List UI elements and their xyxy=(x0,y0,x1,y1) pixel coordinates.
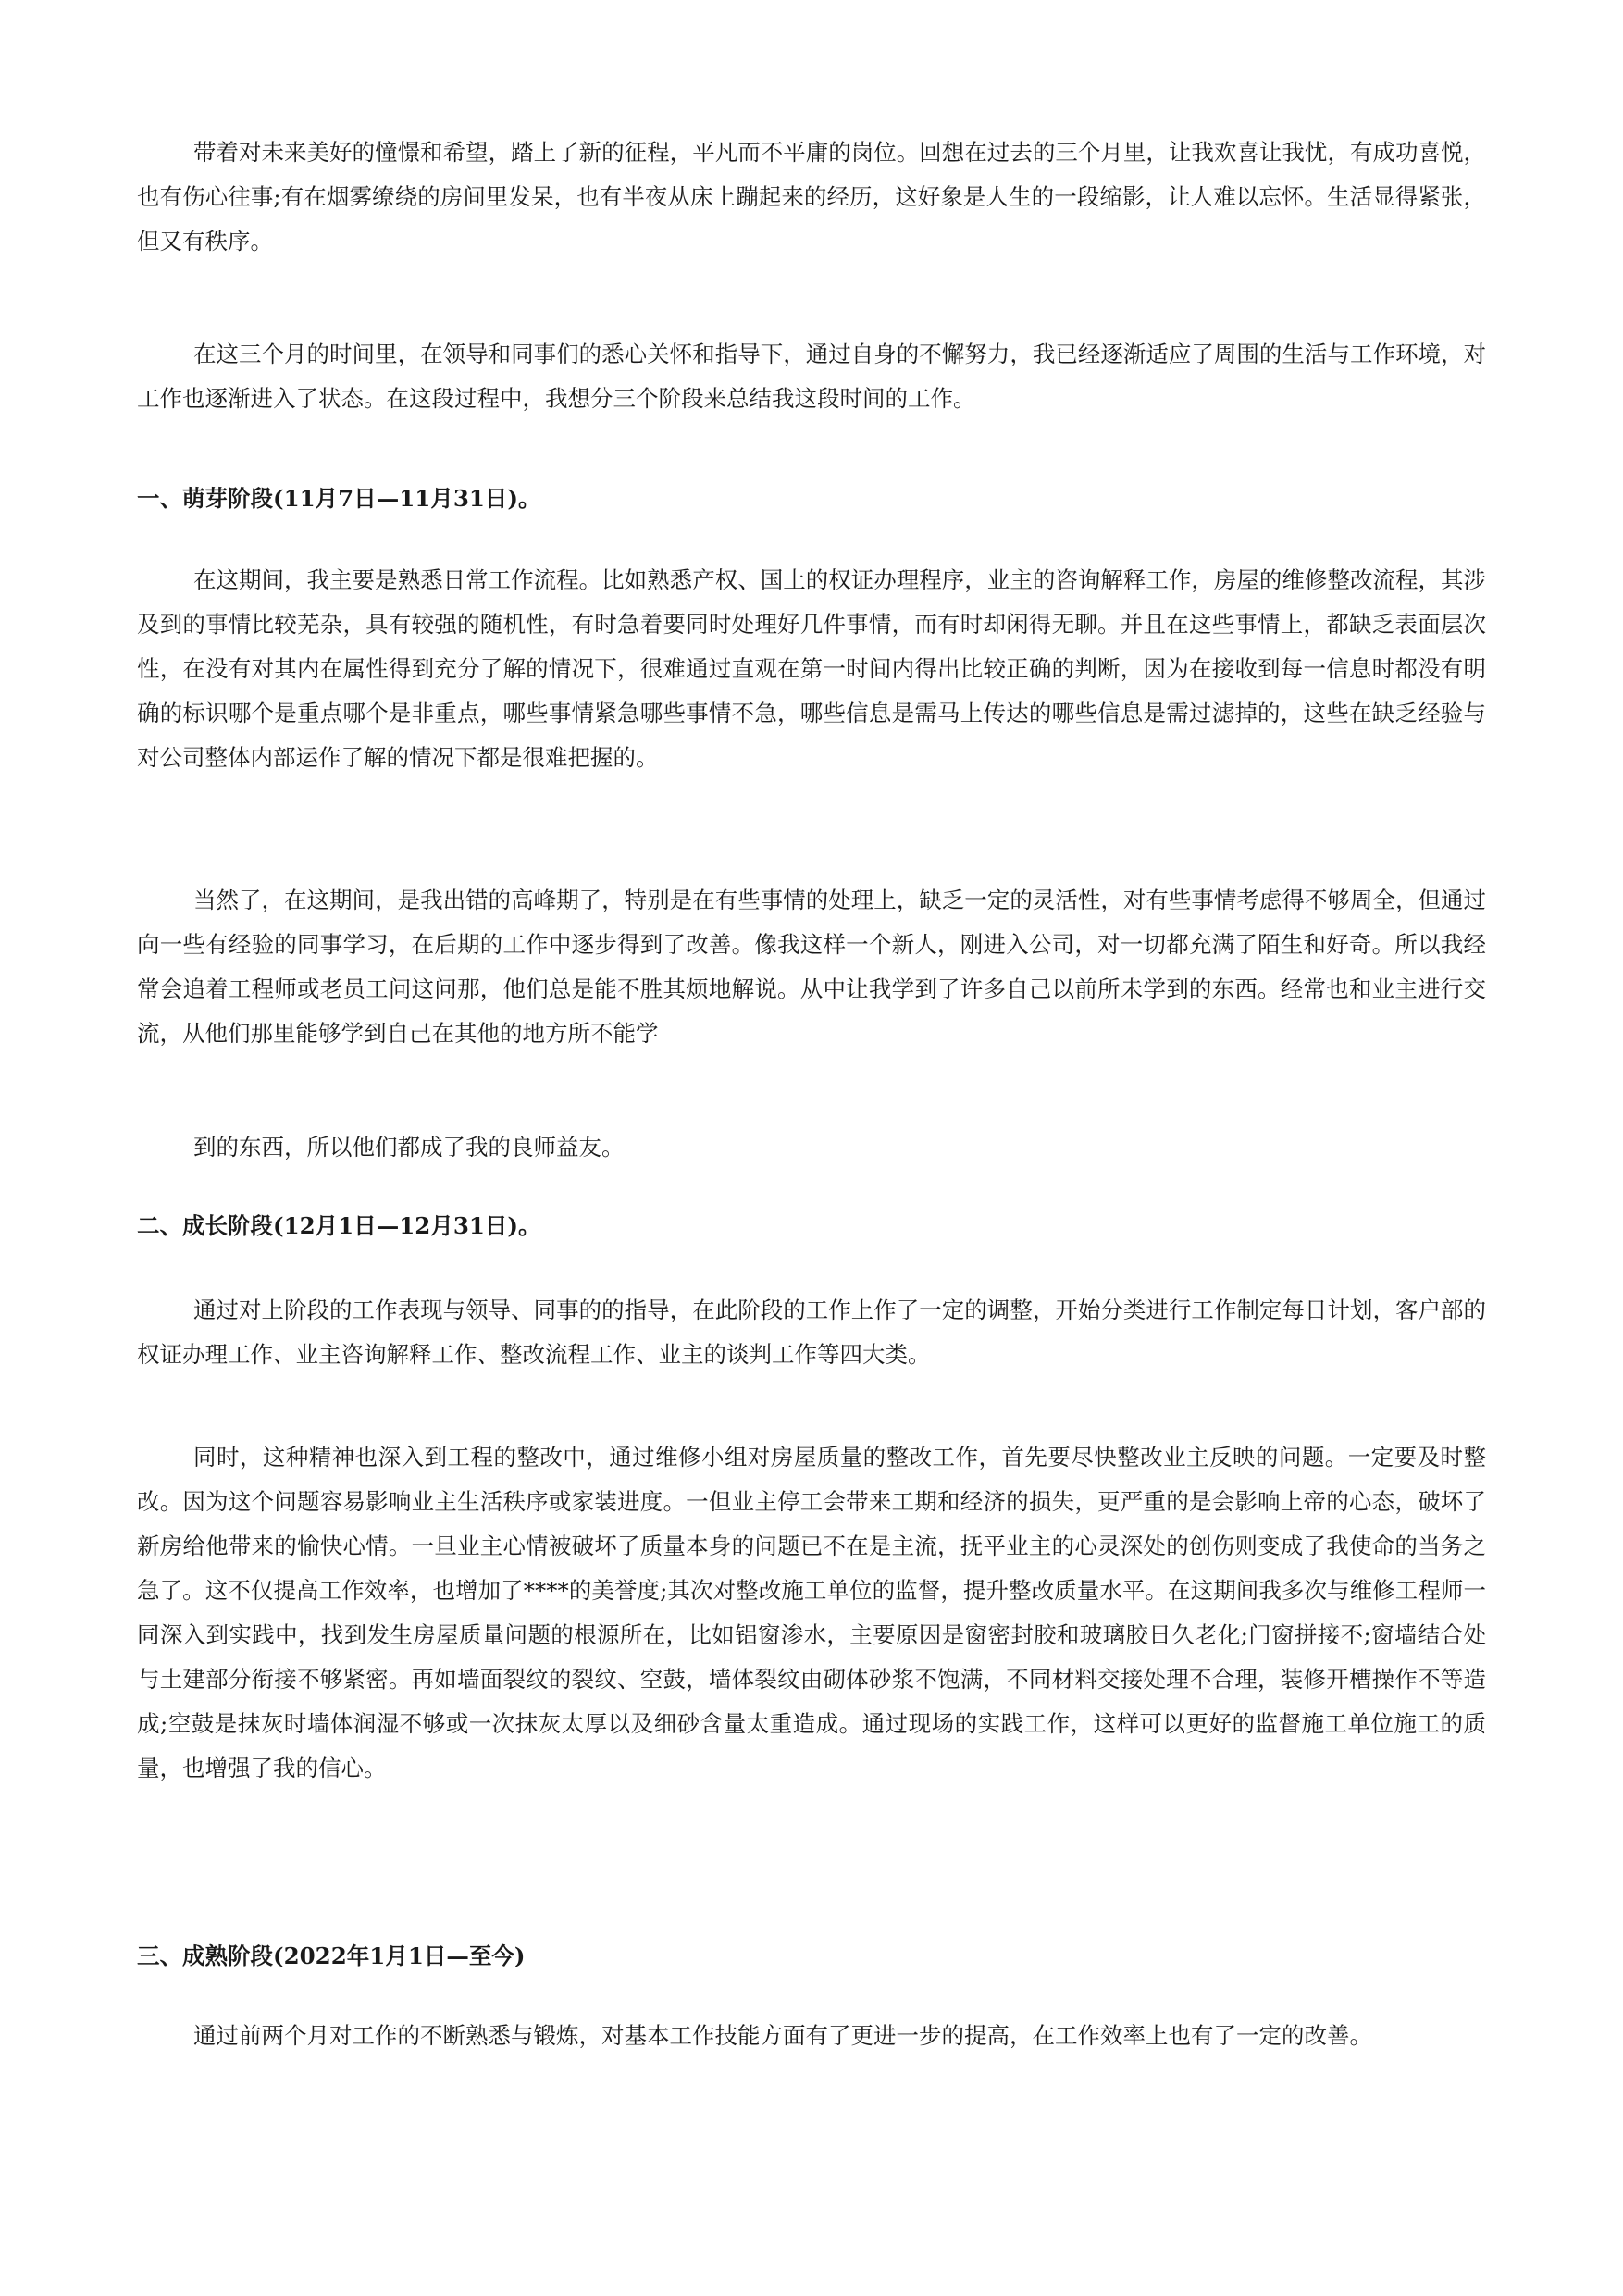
section-2-paragraph-2: 同时，这种精神也深入到工程的整改中，通过维修小组对房屋质量的整改工作，首先要尽快整改业主反映的问题。一定要及时整改。因为这个问题容易影响业主生活秩序或家装进度。一但业主停工会带来工期和经济的损失，更严重的是会影响上帝的心态，破坏了新房给他带来的愉快心情。一旦业主心情被破坏了质量本身的问题已不在是主流，抚平业主的心灵深处的创伤则变成了我使命的当务之急了。这不仅提高工作效率，也增加了****的美誉度;其次对整改施工单位的监督，提升整改质量水平。在这期间我多次与维修工程师一同深入到实践中，找到发生房屋质量问题的根源所在，比如铝窗渗水，主要原因是窗密封胶和玻璃胶日久老化;门窗拼接不;窗墙结合处与土建部分衔接不够紧密。再如墙面裂纹的裂纹、空鼓，墙体裂纹由砌体砂浆不饱满，不同材料交接处理不合理，装修开槽操作不等造成;空鼓是抹灰时墙体润湿不够或一次抹灰太厚以及细砂含量太重造成。通过现场的实践工作，这样可以更好的监督施工单位施工的质量，也增强了我的信心。 xyxy=(137,1444,1486,1781)
intro-paragraph-2: 在这三个月的时间里，在领导和同事们的悉心关怀和指导下，通过自身的不懈努力，我已经逐渐适应了周围的生活与工作环境，对工作也逐渐进入了状态。在这段过程中，我想分三个阶段来总结我这段时间的工作。 xyxy=(137,341,1486,412)
section-1-paragraph-1: 在这期间，我主要是熟悉日常工作流程。比如熟悉产权、国土的权证办理程序，业主的咨询解释工作，房屋的维修整改流程，其涉及到的事情比较芜杂，具有较强的随机性，有时急着要同时处理好几件事情，而有时却闲得无聊。并且在这些事情上，都缺乏表面层次性，在没有对其内在属性得到充分了解的情况下，很难通过直观在第一时间内得出比较正确的判断，因为在接收到每一信息时都没有明确的标识哪个是重点哪个是非重点，哪些事情紧急哪些事情不急，哪些信息是需马上传达的哪些信息是需过滤掉的，这些在缺乏经验与对公司整体内部运作了解的情况下都是很难把握的。 xyxy=(137,566,1486,771)
intro-paragraph-1: 带着对未来美好的憧憬和希望，踏上了新的征程，平凡而不平庸的岗位。回想在过去的三个月里，让我欢喜让我忧，有成功喜悦，也有伤心往事;有在烟雾缭绕的房间里发呆，也有半夜从床上蹦起来的经历，这好象是人生的一段缩影，让人难以忘怀。生活显得紧张，但又有秩序。 xyxy=(137,139,1486,254)
section-heading-2: 二、成长阶段(12月1日—12月31日)。 xyxy=(137,1212,541,1239)
section-3-paragraph-1: 通过前两个月对工作的不断熟悉与锻炼，对基本工作技能方面有了更进一步的提高，在工作效率上也有了一定的改善。 xyxy=(193,2022,1372,2049)
section-2-paragraph-1: 通过对上阶段的工作表现与领导、同事的的指导，在此阶段的工作上作了一定的调整，开始分类进行工作制定每日计划，客户部的权证办理工作、业主咨询解释工作、整改流程工作、业主的谈判工作等四大类。 xyxy=(137,1297,1486,1368)
section-1-paragraph-2: 当然了，在这期间，是我出错的高峰期了，特别是在有些事情的处理上，缺乏一定的灵活性，对有些事情考虑得不够周全，但通过向一些有经验的同事学习，在后期的工作中逐步得到了改善。像我这样一个新人，刚进入公司，对一切都充满了陌生和好奇。所以我经常会追着工程师或老员工问这问那，他们总是能不胜其烦地解说。从中让我学到了许多自己以前所未学到的东西。经常也和业主进行交流，从他们那里能够学到自己在其他的地方所不能学 xyxy=(137,887,1486,1047)
section-1-paragraph-3: 到的东西，所以他们都成了我的良师益友。 xyxy=(193,1134,625,1160)
section-heading-3: 三、成熟阶段(2022年1月1日—至今) xyxy=(137,1942,526,1969)
section-heading-1: 一、萌芽阶段(11月7日—11月31日)。 xyxy=(137,485,541,512)
